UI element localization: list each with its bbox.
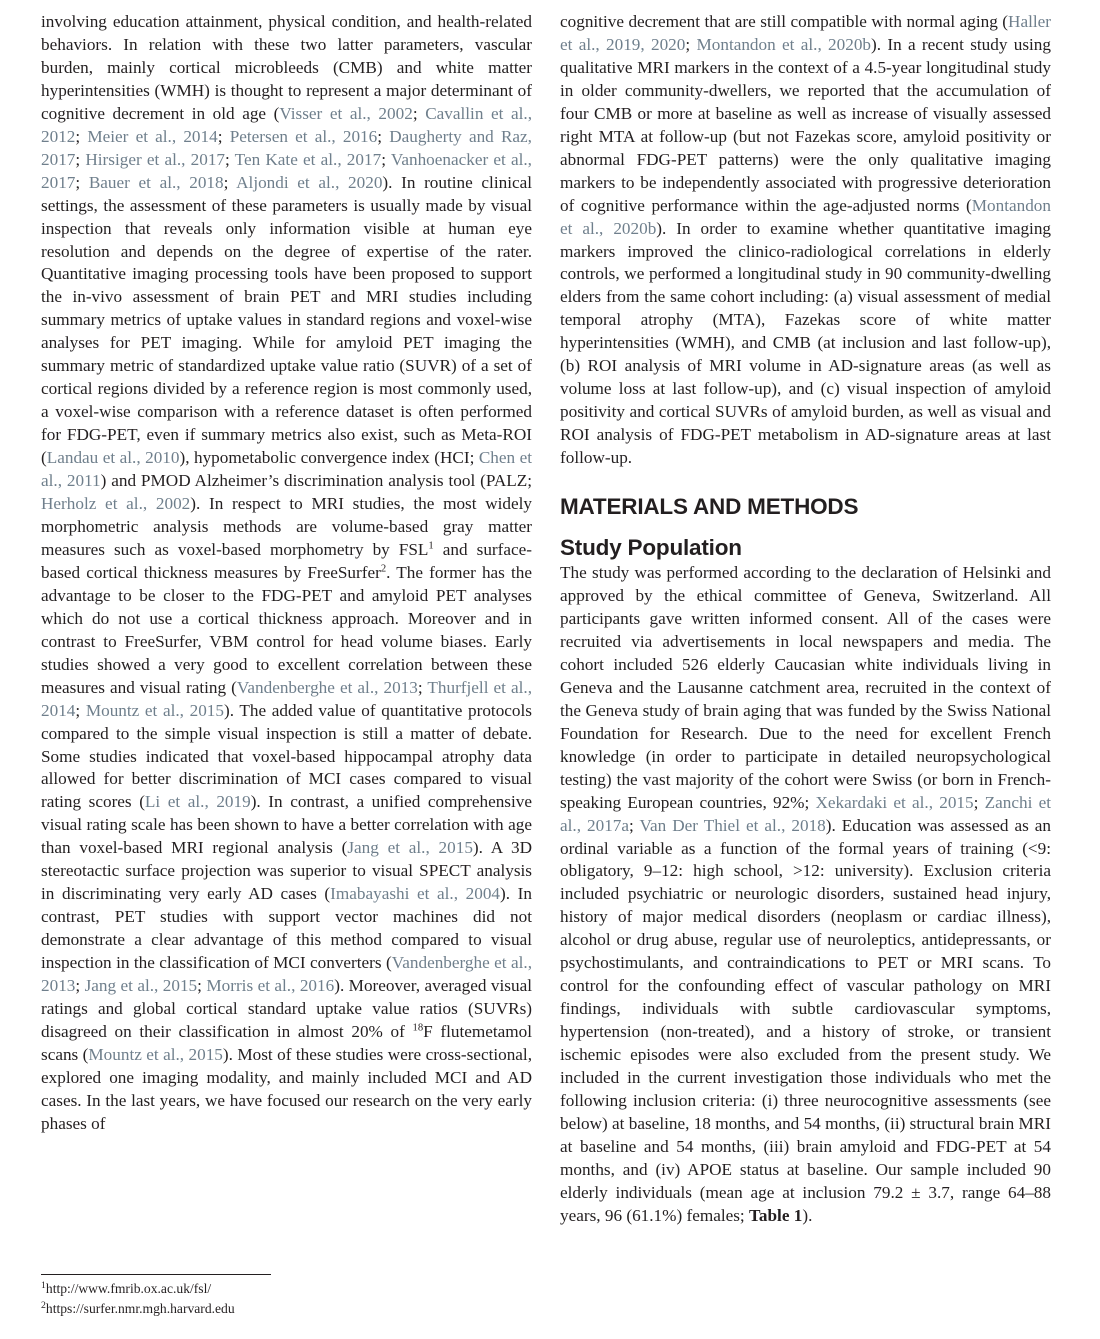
citation-link[interactable]: Jang et al., 2015: [347, 838, 473, 858]
citation-link[interactable]: Haller et al., 2019, 2020: [560, 12, 1051, 54]
citation-link[interactable]: Van Der Thiel et al., 2018: [639, 815, 826, 835]
table-reference-link[interactable]: Table 1: [749, 1205, 803, 1225]
citation-link[interactable]: Chen et al., 2011: [41, 448, 532, 491]
citation-link[interactable]: Bauer et al., 2018: [88, 172, 224, 192]
footnote-marker: 2: [41, 1300, 46, 1312]
citation-link[interactable]: Visser et al., 2002: [279, 103, 413, 123]
superscript: 18: [412, 1022, 424, 1034]
citation-link[interactable]: Imabayashi et al., 2004: [330, 884, 501, 904]
citation-link[interactable]: Daugherty and Raz, 2017: [41, 126, 532, 169]
citation-link[interactable]: Thurfjell et al., 2014: [41, 677, 533, 720]
body-paragraph: involving education attainment, physical condition, and health-related behaviors. In relation with these two latter parameters, vascular burden, mainly cortical microbleeds (CMB) and white matter hyperintensities (WMH) is thought to represent a major determinant of cognitive decrement in old age (Visser et al., 2002; Cavallin et al., 2012; Meier et al., 2014; Petersen et al., 2016; Daugherty and Raz, 2017; Hirsiger et al., 2017; Ten Kate et al., 2017; Vanhoenacker et al., 2017; Bauer et al., 2018; Aljondi et al., 2020). In routine clinical settings, the assessment of these parameters is usually made by visual inspection that reveals only information visible at human eye resolution and depends on the degree of expertise of the rater. Quantitative imaging processing tools have been proposed to support the in-vivo assessment of brain PET and MRI studies including summary metrics of uptake values in standard regions and voxel-wise analyses for PET imaging. While for amyloid PET imaging the summary metric of standardized uptake value ratio (SUVR) of a set of cortical regions divided by a reference region is most commonly used, a voxel-wise comparison with a reference dataset is often performed for FDG-PET, even if summary metrics also exist, such as Meta-ROI (Landau et al., 2010), hypometabolic convergence index (HCI; Chen et al., 2011) and PMOD Alzheimer’s discrimination analysis tool (PALZ; Herholz et al., 2002). In respect to MRI studies, the most widely morphometric analysis methods are volume-based gray matter measures such as voxel-based morphometry by FSL$^1$ and surface-based cortical thickness measures by FreeSurfer$^2$. The former has the advantage to be closer to the FDG-PET and amyloid PET analyses which do not use a cortical thickness approach. Moreover and in contrast to FreeSurfer, VBM control for head volume biases. Early studies showed a very good to excellent correlation between these measures and visual rating (Vandenberghe et al., 2013; Thurfjell et al., 2014; Mountz et al., 2015). The added value of quantitative protocols compared to the simple visual inspection is still a matter of debate. Some studies indicated that voxel-based hippocampal atrophy data allowed for better discrimination of MCI cases compared to visual rating scores (Li et al., 2019). In contrast, a unified comprehensive visual rating scale has been shown to have a better correlation with age than voxel-based MRI regional analysis (Jang et al., 2015). A 3D stereotactic surface projection was superior to visual SPECT analysis in discriminating very early AD cases (Imabayashi et al., 2004). In contrast, PET studies with support vector machines did not demonstrate a clear advantage of this method compared to visual inspection in the classification of MCI converters (Vandenberghe et al., 2013; Jang et al., 2015; Morris et al., 2016). Moreover, averaged visual ratings and global cortical standard uptake value ratios (SUVRs) disagreed on their classification in almost 20% of $^{18}$F flutemetamol scans (Mountz et al., 2015). Most of these studies were cross-sectional, explored one imaging modality, and mainly included MCI and AD cases. In the last years, we have focused our research on the very early phases of: [41, 12, 533, 1133]
citation-link[interactable]: Vandenberghe et al., 2013: [41, 953, 532, 996]
citation-link[interactable]: Landau et al., 2010: [46, 448, 180, 468]
citation-link[interactable]: Cavallin et al., 2012: [41, 103, 532, 146]
citation-link[interactable]: Mountz et al., 2015: [85, 700, 224, 720]
citation-link[interactable]: Petersen et al., 2016: [229, 126, 378, 146]
citation-link[interactable]: Ten Kate et al., 2017: [234, 149, 382, 169]
section-heading: MATERIALS AND METHODS: [560, 494, 859, 520]
footnote-rule: [41, 1274, 271, 1275]
citation-link[interactable]: Vanhoenacker et al., 2017: [41, 149, 532, 192]
citation-link[interactable]: Jang et al., 2015: [84, 976, 198, 996]
citation-link[interactable]: Meier et al., 2014: [87, 126, 218, 146]
footnote-marker: 1: [41, 1280, 46, 1292]
citation-link[interactable]: Xekardaki et al., 2015: [815, 792, 974, 812]
citation-link[interactable]: Zanchi et al., 2017a: [560, 792, 1052, 835]
citation-link[interactable]: Mountz et al., 2015: [88, 1044, 223, 1064]
footnote-link[interactable]: http://www.fmrib.ox.ac.uk/fsl/: [45, 1281, 212, 1296]
citation-link[interactable]: Herholz et al., 2002: [41, 494, 191, 514]
citation-link[interactable]: Hirsiger et al., 2017: [85, 149, 226, 169]
left-column: [41, 11, 532, 1136]
right-column: [560, 11, 1051, 1228]
citation-link[interactable]: Morris et al., 2016: [206, 976, 335, 996]
citation-link[interactable]: Montandon et al., 2020b: [696, 34, 872, 54]
footnotes: [41, 1274, 532, 1319]
citation-link[interactable]: Aljondi et al., 2020: [236, 172, 383, 192]
footnote-1: [41, 1279, 532, 1299]
superscript: 1: [428, 540, 434, 552]
body-paragraph: cognitive decrement that are still compatible with normal aging (Haller et al., 2019, 2020; Montandon et al., 2020b). In a recent study using qualitative MRI markers in the context of a 4.5-year longitudinal study in older community-dwellers, we reported that the accumulation of four CMB or more at baseline as well as increase of visually assessed right MTA at follow-up (but not Fazekas score, amyloid positivity or abnormal FDG-PET patterns) were the only qualitative imaging markers to be independently associated with progressive deterioration of cognitive performance within the age-adjusted norms (Montandon et al., 2020b). In order to examine whether quantitative imaging markers improved the clinico-radiological correlations in elderly controls, we performed a longitudinal study in 90 community-dwelling elders from the same cohort including: (a) visual assessment of medial temporal atrophy (MTA), Fazekas score of white matter hyperintensities (WMH), and CMB (at inclusion and last follow-up), (b) ROI analysis of MRI volume in AD-signature areas (as well as volume loss at last follow-up), and (c) visual inspection of amyloid positivity and cortical SUVRs of amyloid burden, as well as visual and ROI analysis of FDG-PET metabolism in AD-signature areas at last follow-up.: [560, 12, 1052, 468]
citation-link[interactable]: Montandon et al., 2020b: [560, 195, 1051, 238]
footnote-2: [41, 1299, 532, 1319]
citation-link[interactable]: Vandenberghe et al., 2013: [236, 677, 418, 697]
footnote-link[interactable]: https://surfer.nmr.mgh.harvard.edu: [45, 1301, 235, 1316]
citation-link[interactable]: Li et al., 2019: [144, 792, 251, 812]
superscript: 2: [380, 563, 387, 575]
subsection-heading: Study Population: [560, 535, 742, 561]
body-paragraph: The study was performed according to the declaration of Helsinki and approved by the ethical committee of Geneva, Switzerland. All participants gave written informed consent. All of the cases were recruited via advertisements in local newspapers and media. The cohort included 526 elderly Caucasian white individuals living in Geneva and the Lausanne catchment area, recruited in the context of the Geneva study of brain aging that was funded by the Swiss National Foundation for Research. Due to the need for excellent French knowledge (in order to participate in detailed neuropsychological testing) the vast majority of the cohort were Swiss (or born in French-speaking European countries, 92%; Xekardaki et al., 2015; Zanchi et al., 2017a; Van Der Thiel et al., 2018). Education was assessed as an ordinal variable as a function of the formal years of training (<9: obligatory, 9–12: high school, >12: university). Exclusion criteria included psychiatric or neurologic disorders, sustained head injury, history of major medical disorders (neoplasm or cardiac illness), alcohol or drug abuse, regular use of neuroleptics, antidepressants, or psychostimulants, and contraindications to PET or MRI scans. To control for the confounding effect of vascular pathology on MRI findings, individuals with subtle cardiovascular symptoms, hypertension (non-treated), and a history of stroke, or transient ischemic episodes were also excluded from the present study. We included in the current investigation those individuals who met the following inclusion criteria: (i) three neurocognitive assessments (see below) at baseline, 18 months, and 54 months, (ii) structural brain MRI at baseline and 54 months, (iii) brain amyloid and FDG-PET at 54 months, and (iv) APOE status at baseline. Our sample included 90 elderly individuals (mean age at inclusion 79.2 ± 3.7, range 64–88 years, 96 (61.1%) females; Table 1).: [560, 563, 1052, 1225]
